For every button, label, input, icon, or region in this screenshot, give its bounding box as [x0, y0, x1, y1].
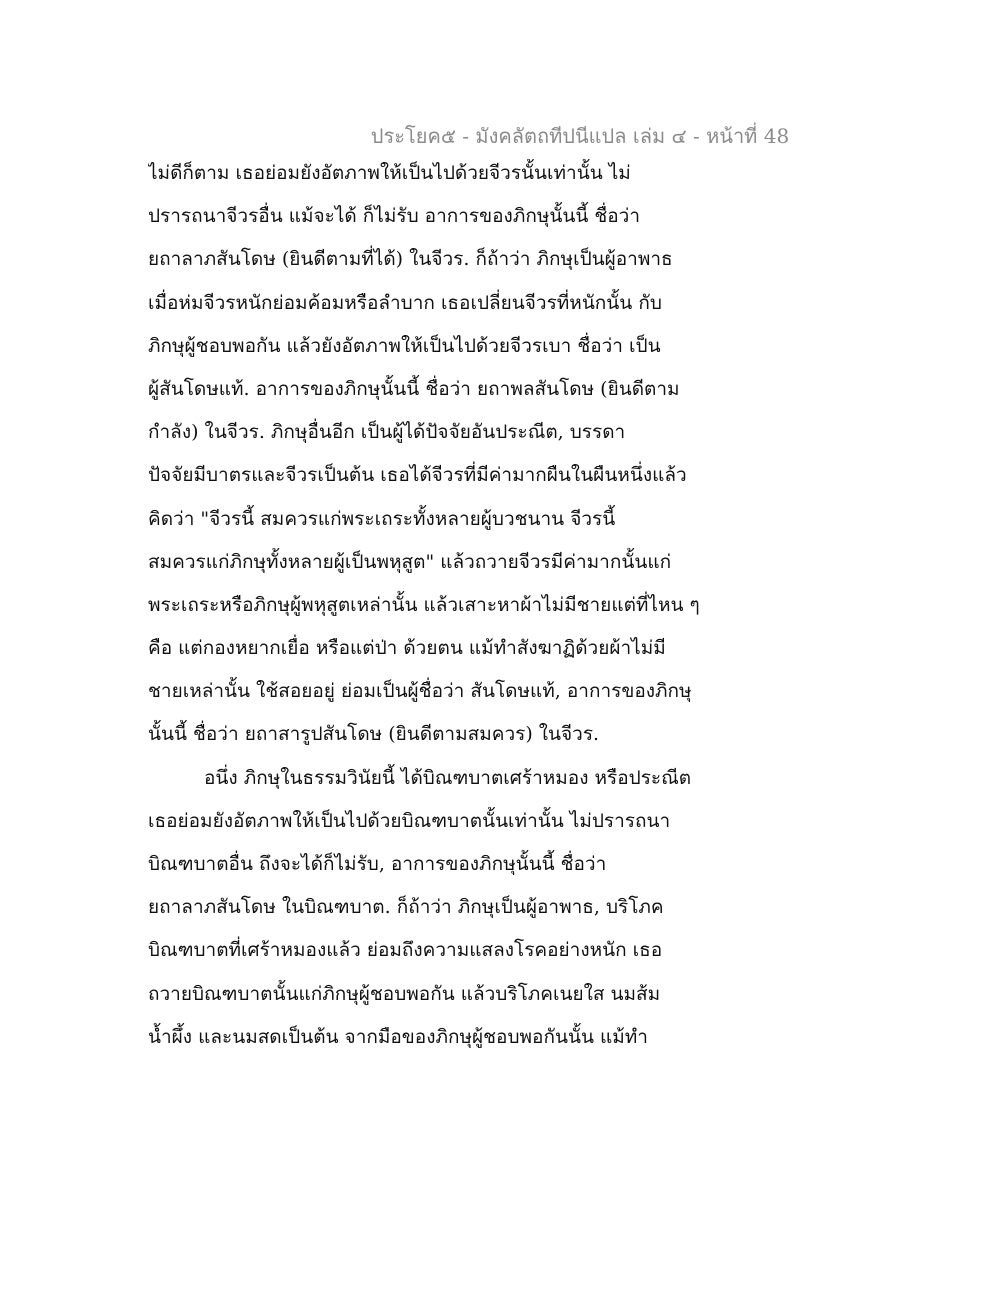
- page-header: [0, 120, 1000, 152]
- text-line: ยถาลาภสันโดษ ในบิณฑบาต. ก็ถ้าว่า ภิกษุเป็นผู้อาพาธ, บริโภค: [148, 896, 664, 919]
- text-line: พระเถระหรือภิกษุผู้พหุสูตเหล่านั้น แล้วเสาะหาผ้าไม่มีชายแต่ที่ไหน ๆ: [148, 593, 700, 616]
- text-line: คิดว่า "จีวรนี้ สมควรแก่พระเถระทั้งหลายผู้บวชนาน จีวรนี้: [148, 507, 616, 530]
- text-line: น้ำผึ้ง และนมสดเป็นต้น จากมือของภิกษุผู้ชอบพอกันนั้น แม้ทำ: [148, 1025, 648, 1048]
- text-line: กำลัง) ในจีวร. ภิกษุอื่นอีก เป็นผู้ได้ปัจจัยอันประณีต, บรรดา: [148, 421, 626, 444]
- text-line: ปรารถนาจีวรอื่น แม้จะได้ ก็ไม่รับ อาการของภิกษุนั้นนี้ ชื่อว่า: [148, 205, 641, 228]
- text-line: บิณฑบาตอื่น ถึงจะได้ก็ไม่รับ, อาการของภิกษุนั้นนี้ ชื่อว่า: [148, 853, 607, 875]
- text-line: เมื่อห่มจีวรหนักย่อมค้อมหรือลำบาก เธอเปลี่ยนจีวรที่หนักนั้น กับ: [148, 291, 662, 314]
- text-line: ไม่ดีก็ตาม เธอย่อมยังอัตภาพให้เป็นไปด้วยจีวรนั้นเท่านั้น ไม่: [148, 162, 631, 184]
- text-line: ยถาลาภสันโดษ (ยินดีตามที่ได้) ในจีวร. ก็ถ้าว่า ภิกษุเป็นผู้อาพาธ: [148, 248, 673, 271]
- text-line: เธอย่อมยังอัตภาพให้เป็นไปด้วยบิณฑบาตนั้นเท่านั้น ไม่ปรารถนา: [148, 809, 671, 832]
- text-line: ถวายบิณฑบาตนั้นแก่ภิกษุผู้ชอบพอกัน แล้วบริโภคเนยใส นมส้ม: [148, 982, 661, 1005]
- page-header-text: ประโยค๕ - มังคลัตถทีปนีแปล เล่ม ๔ - หน้าที่ 48: [370, 124, 790, 148]
- text-line: ปัจจัยมีบาตรและจีวรเป็นต้น เธอได้จีวรที่มีค่ามากผืนในผืนหนึ่งแล้ว: [148, 464, 687, 487]
- text-line: ชายเหล่านั้น ใช้สอยอยู่ ย่อมเป็นผู้ชื่อว่า สันโดษแท้, อาการของภิกษุ: [148, 680, 692, 703]
- text-line: บิณฑบาตที่เศร้าหมองแล้ว ย่อมถึงความแสลงโรคอย่างหนัก เธอ: [148, 939, 663, 962]
- text-line: ภิกษุผู้ชอบพอกัน แล้วยังอัตภาพให้เป็นไปด้วยจีวรเบา ชื่อว่า เป็น: [148, 334, 661, 357]
- text-line: นั้นนี้ ชื่อว่า ยถาสารูปสันโดษ (ยินดีตามสมควร) ในจีวร.: [148, 723, 600, 746]
- paragraph-start-line: อนึ่ง ภิกษุในธรรมวินัยนี้ ได้บิณฑบาตเศร้าหมอง หรือประณีต: [204, 766, 692, 789]
- text-line: คือ แต่กองหยากเยื่อ หรือแต่ป่า ด้วยตน แม้ทำสังฆาฏิด้วยผ้าไม่มี: [148, 637, 666, 660]
- body-text: [148, 152, 728, 1059]
- text-line: สมควรแก่ภิกษุทั้งหลายผู้เป็นพหุสูต" แล้วถวายจีวรมีค่ามากนั้นแก่: [148, 550, 672, 573]
- text-line: ผู้สันโดษแท้. อาการของภิกษุนั้นนี้ ชื่อว่า ยถาพลสันโดษ (ยินดีตาม: [148, 377, 680, 400]
